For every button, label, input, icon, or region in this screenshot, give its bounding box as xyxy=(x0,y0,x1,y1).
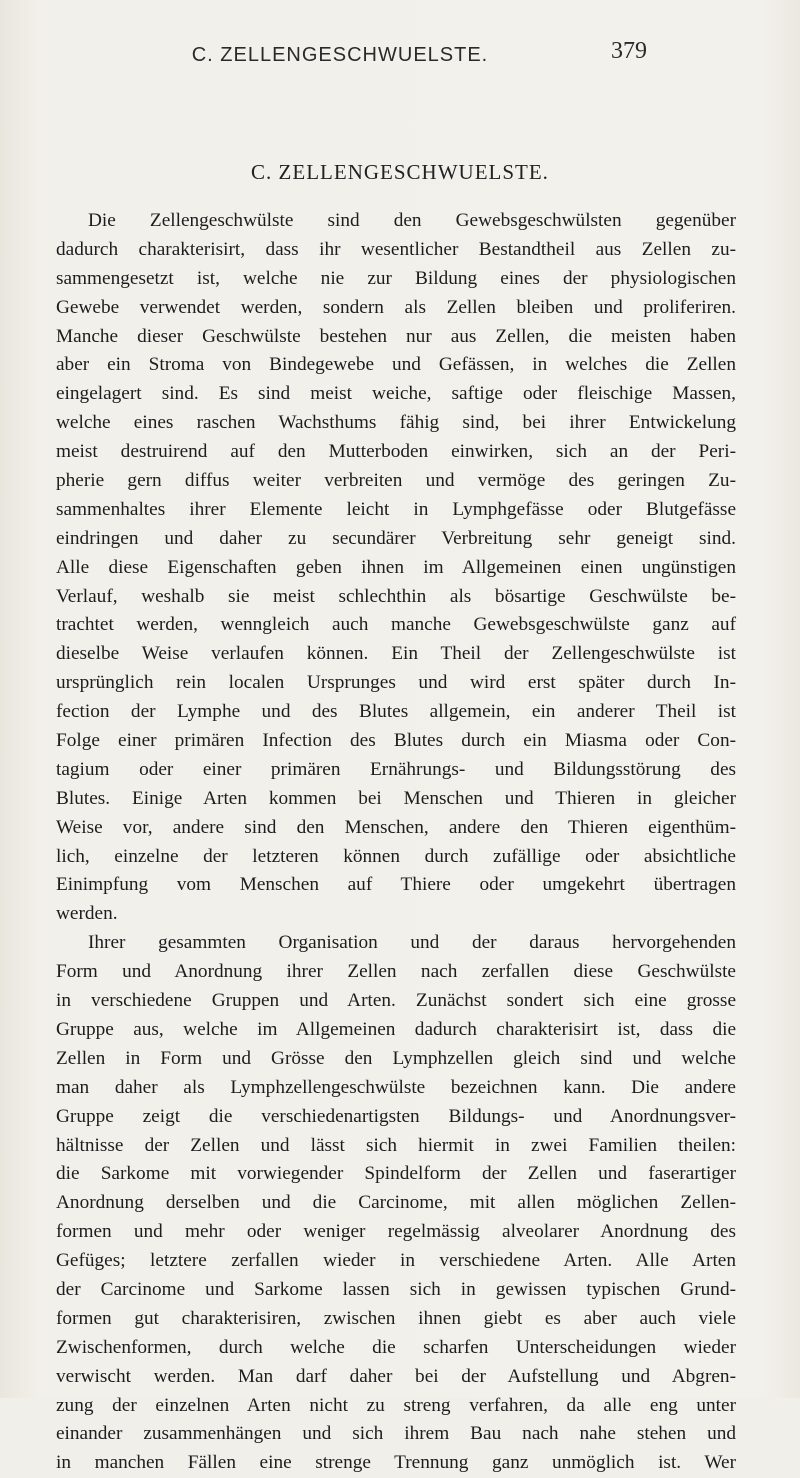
text-line: man daher als Lymphzellengeschwülste bezeichnen kann. Die andere xyxy=(56,1076,736,1098)
text-line: Einimpfung vom Menschen auf Thiere oder umgekehrt übertragen xyxy=(56,874,736,896)
text-line: Zellen in Form und Grösse den Lymphzellen gleich sind und welche xyxy=(56,1047,736,1069)
text-line: Gefüges; letztere zerfallen wieder in verschiedene Arten. Alle Arten xyxy=(56,1250,736,1272)
text-line: Form und Anordnung ihrer Zellen nach zerfallen diese Geschwülste xyxy=(56,961,736,983)
text-line: eingelagert sind. Es sind meist weiche, saftige oder fleischige Massen, xyxy=(56,383,736,405)
text-line: Die Zellengeschwülste sind den Gewebsgeschwülsten gegenüber xyxy=(88,210,736,231)
text-line: aber ein Stroma von Bindegewebe und Gefässen, in welches die Zellen xyxy=(56,354,736,376)
text-line: Zwischenformen, durch welche die scharfen Unterscheidungen wieder xyxy=(56,1336,736,1358)
page-number: 379 xyxy=(611,38,647,64)
text-line: Gruppe aus, welche im Allgemeinen dadurch charakterisirt ist, dass die xyxy=(56,1018,736,1040)
text-line: welche eines raschen Wachsthums fähig sind, bei ihrer Entwickelung xyxy=(56,412,736,434)
text-line: meist destruirend auf den Mutterboden einwirken, sich an der Peri- xyxy=(56,441,736,463)
text-line: zung der einzelnen Arten nicht zu streng verfahren, da alle eng unter xyxy=(56,1394,736,1416)
text-line: Verlauf, weshalb sie meist schlechthin als bösartige Geschwülste be- xyxy=(56,585,736,607)
text-line: Manche dieser Geschwülste bestehen nur aus Zellen, die meisten haben xyxy=(56,325,736,347)
text-line: Anordnung derselben und die Carcinome, mit allen möglichen Zellen- xyxy=(56,1192,736,1214)
text-line: dieselbe Weise verlaufen können. Ein Theil der Zellengeschwülste ist xyxy=(56,643,736,665)
text-line: hältnisse der Zellen und lässt sich hiermit in zwei Familien theilen: xyxy=(56,1134,736,1156)
text-line: dadurch charakterisirt, dass ihr wesentlicher Bestandtheil aus Zellen zu- xyxy=(56,238,736,260)
running-title: C. ZELLENGESCHWUELSTE. xyxy=(191,44,489,66)
text-line: eindringen und daher zu secundärer Verbreitung sehr geneigt sind. xyxy=(56,527,736,549)
text-line: ursprünglich rein localen Ursprunges und wird erst später durch In- xyxy=(56,672,736,694)
text-line: sammenhaltes ihrer Elemente leicht in Lymphgefässe oder Blutgefässe xyxy=(56,498,736,520)
text-line: Gewebe verwendet werden, sondern als Zellen bleiben und proliferiren. xyxy=(56,296,736,318)
text-line: fection der Lymphe und des Blutes allgemein, ein anderer Theil ist xyxy=(56,701,736,723)
text-line: formen gut charakterisiren, zwischen ihnen giebt es aber auch viele xyxy=(56,1307,736,1329)
text-line: werden. xyxy=(56,903,118,925)
running-header xyxy=(0,38,800,84)
text-line: Gruppe zeigt die verschiedenartigsten Bildungs- und Anordnungsver- xyxy=(56,1105,736,1127)
text-line: lich, einzelne der letzteren können durch zufällige oder absichtliche xyxy=(56,845,736,867)
body-text xyxy=(56,207,736,1478)
text-line: die Sarkome mit vorwiegender Spindelform der Zellen und faserartiger xyxy=(56,1163,736,1185)
text-line: tagium oder einer primären Ernährungs- und Bildungsstörung des xyxy=(56,758,736,780)
section-heading: C. ZELLENGESCHWUELSTE. xyxy=(251,160,549,184)
text-line: formen und mehr oder weniger regelmässig alveolarer Anordnung des xyxy=(56,1221,736,1243)
text-line: Weise vor, andere sind den Menschen, andere den Thieren eigenthüm- xyxy=(56,816,736,838)
text-line: Ihrer gesammten Organisation und der daraus hervorgehenden xyxy=(88,932,736,954)
text-line: pherie gern diffus weiter verbreiten und vermöge des geringen Zu- xyxy=(56,470,736,492)
text-line: verwischt werden. Man darf daher bei der Aufstellung und Abgren- xyxy=(56,1365,736,1387)
text-line: in manchen Fällen eine strenge Trennung ganz unmöglich ist. Wer xyxy=(56,1452,736,1474)
text-line: Folge einer primären Infection des Blutes durch ein Miasma oder Con- xyxy=(56,730,736,752)
text-line: der Carcinome und Sarkome lassen sich in gewissen typischen Grund- xyxy=(56,1278,736,1300)
text-line: einander zusammenhängen und sich ihrem Bau nach nahe stehen und xyxy=(56,1423,736,1445)
text-line: trachtet werden, wenngleich auch manche Gewebsgeschwülste ganz auf xyxy=(56,614,736,636)
text-line: sammengesetzt ist, welche nie zur Bildung eines der physiologischen xyxy=(56,267,736,289)
text-line: Alle diese Eigenschaften geben ihnen im Allgemeinen einen ungünstigen xyxy=(56,556,736,578)
text-line: Blutes. Einige Arten kommen bei Menschen und Thieren in gleicher xyxy=(56,787,736,809)
text-line: in verschiedene Gruppen und Arten. Zunächst sondert sich eine grosse xyxy=(56,990,736,1012)
